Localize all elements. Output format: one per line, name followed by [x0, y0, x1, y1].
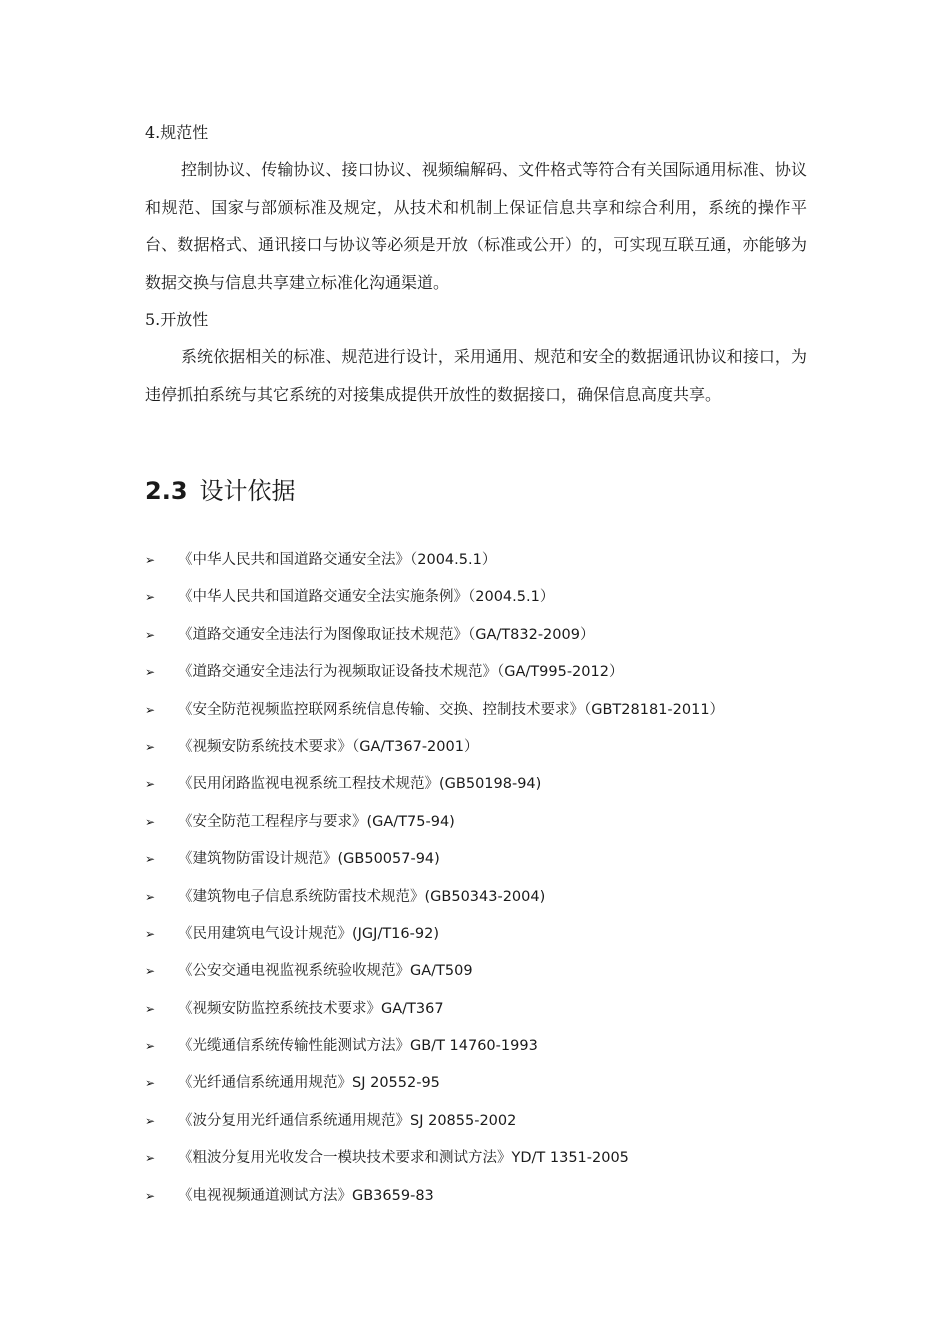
- arrow-bullet-icon: ➢: [145, 1039, 156, 1054]
- reference-title: 《中华人民共和国道路交通安全法》（2004.5.1）: [178, 552, 497, 568]
- arrow-bullet-icon: ➢: [145, 1001, 156, 1016]
- reference-title: 《建筑物防雷设计规范》(GB50057-94): [178, 851, 440, 868]
- heading-number: 2.3: [145, 477, 188, 505]
- reference-item: [145, 774, 724, 811]
- arrow-bullet-icon: ➢: [145, 665, 156, 680]
- arrow-bullet-icon: ➢: [145, 702, 156, 717]
- arrow-bullet-icon: ➢: [145, 964, 156, 979]
- reference-item: [145, 887, 724, 924]
- arrow-bullet-icon: ➢: [145, 1188, 156, 1203]
- reference-title: 《道路交通安全违法行为视频取证设备技术规范》（GA/T995-2012）: [178, 664, 624, 681]
- reference-title: 《安全防范视频监控联网系统信息传输、交换、控制技术要求》（GBT28181-2011）: [178, 701, 725, 718]
- reference-title: 《视频安防监控系统技术要求》GA/T367: [178, 1000, 444, 1017]
- arrow-bullet-icon: ➢: [145, 1151, 156, 1166]
- reference-title: 《安全防范工程程序与要求》(GA/T75-94): [178, 813, 455, 830]
- arrow-bullet-icon: ➢: [145, 777, 156, 792]
- heading-text: 设计依据: [199, 477, 296, 505]
- arrow-bullet-icon: ➢: [145, 1113, 156, 1128]
- section-paragraph-openness: 系统依据相关的标准、规范进行设计，采用通用、规范和安全的数据通讯协议和接口，为违停抓拍系统与其它系统的对接集成提供开放性的数据接口，确保信息高度共享。: [145, 347, 807, 404]
- reference-item: [145, 1036, 724, 1073]
- reference-item: [145, 587, 724, 624]
- reference-title: 《民用闭路监视电视系统工程技术规范》(GB50198-94): [178, 776, 542, 793]
- reference-title: 《民用建筑电气设计规范》(JGJ/T16-92): [178, 925, 439, 942]
- reference-item: [145, 700, 724, 737]
- arrow-bullet-icon: ➢: [145, 889, 156, 904]
- reference-item: [145, 924, 724, 961]
- reference-title: 《光缆通信系统传输性能测试方法》GB/T 14760-1993: [178, 1038, 538, 1055]
- reference-item: [145, 1111, 724, 1148]
- reference-title: 《道路交通安全违法行为图像取证技术规范》（GA/T832-2009）: [178, 626, 595, 643]
- reference-item: [145, 999, 724, 1036]
- section-paragraph-normativity: 控制协议、传输协议、接口协议、视频编解码、文件格式等符合有关国际通用标准、协议和规范、国家与部颁标准及规定，从技术和机制上保证信息共享和综合利用，系统的操作平台、数据格式、通讯接口与协议等必须是开放（标准或公开）的，可实现互联互通，亦能够为数据交换与信息共享建立标准化沟通渠道。: [145, 160, 807, 292]
- section-title-normativity: 4.规范性: [145, 123, 209, 142]
- reference-item: [145, 625, 724, 662]
- arrow-bullet-icon: ➢: [145, 553, 156, 567]
- chapter-heading: [145, 475, 296, 507]
- reference-item: [145, 812, 724, 849]
- reference-title: 《粗波分复用光收发合一模块技术要求和测试方法》YD/T 1351-2005: [178, 1150, 629, 1167]
- reference-title: 《公安交通电视监视系统验收规范》GA/T509: [178, 963, 473, 980]
- reference-item: [145, 961, 724, 998]
- reference-item: [145, 737, 724, 774]
- arrow-bullet-icon: ➢: [145, 590, 156, 605]
- arrow-bullet-icon: ➢: [145, 739, 156, 754]
- arrow-bullet-icon: ➢: [145, 1076, 156, 1091]
- section-title-openness: 5.开放性: [145, 310, 209, 329]
- reference-title: 《中华人民共和国道路交通安全法实施条例》（2004.5.1）: [178, 589, 555, 606]
- reference-item: [145, 849, 724, 886]
- arrow-bullet-icon: ➢: [145, 926, 156, 941]
- reference-title: 《电视视频通道测试方法》GB3659-83: [178, 1187, 434, 1204]
- reference-title: 《视频安防系统技术要求》（GA/T367-2001）: [178, 738, 479, 755]
- reference-item: [145, 662, 724, 699]
- reference-title: 《建筑物电子信息系统防雷技术规范》(GB50343-2004): [178, 888, 546, 905]
- reference-item: [145, 550, 724, 587]
- arrow-bullet-icon: ➢: [145, 627, 156, 642]
- reference-item: [145, 1148, 724, 1185]
- arrow-bullet-icon: ➢: [145, 852, 156, 867]
- reference-title: 《光纤通信系统通用规范》SJ 20552-95: [178, 1075, 440, 1092]
- reference-title: 《波分复用光纤通信系统通用规范》SJ 20855-2002: [178, 1112, 517, 1129]
- reference-list: [145, 550, 724, 1223]
- reference-item: [145, 1186, 724, 1223]
- arrow-bullet-icon: ➢: [145, 814, 156, 829]
- reference-item: [145, 1073, 724, 1110]
